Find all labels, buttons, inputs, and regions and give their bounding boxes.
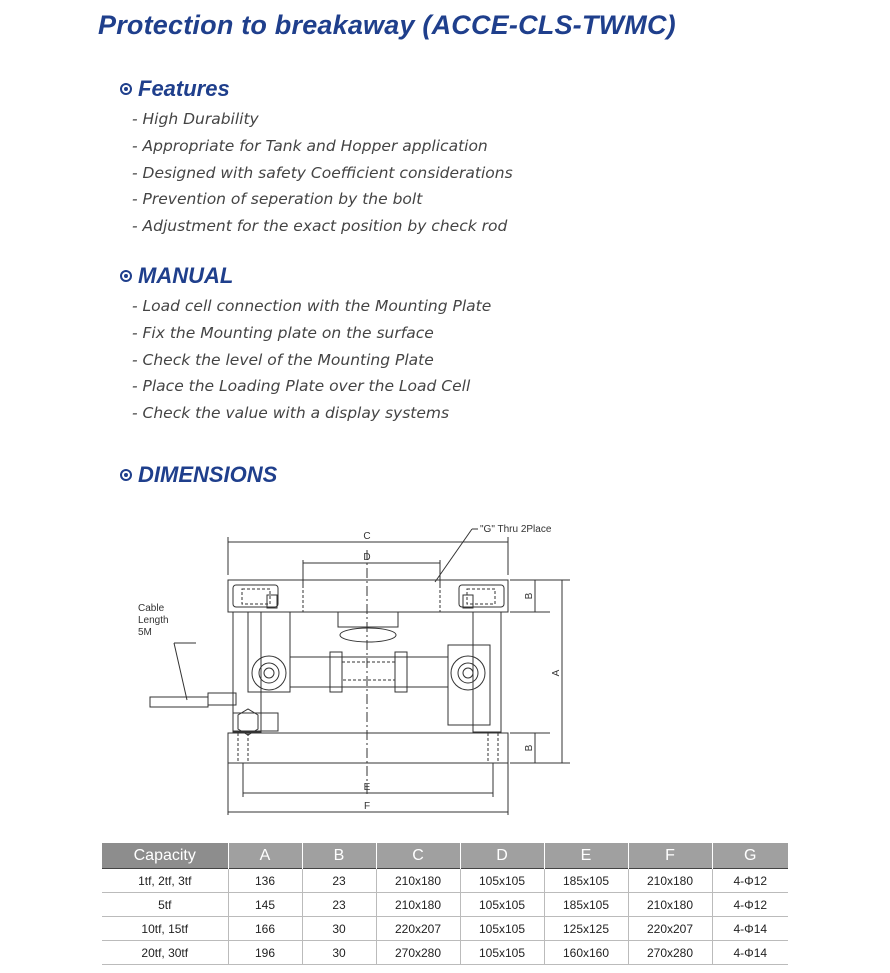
dim-label-d: D xyxy=(363,552,371,563)
features-heading: Features xyxy=(138,76,230,101)
table-cell: 185x105 xyxy=(544,869,628,893)
table-cell: 160x160 xyxy=(544,941,628,965)
table-cell: 210x180 xyxy=(376,869,460,893)
cable-label-line-2: Length xyxy=(138,615,169,626)
table-cell: 4-Φ12 xyxy=(712,893,788,917)
column-header: A xyxy=(228,843,302,869)
column-header: Capacity xyxy=(102,843,228,869)
column-header: D xyxy=(460,843,544,869)
table-cell: 136 xyxy=(228,869,302,893)
circle-bullet-icon xyxy=(120,83,132,95)
table-cell: 105x105 xyxy=(460,893,544,917)
table-cell: 20tf, 30tf xyxy=(102,941,228,965)
cable-label-line-3: 5M xyxy=(138,627,152,638)
table-row xyxy=(102,869,788,893)
table-cell: 10tf, 15tf xyxy=(102,917,228,941)
table-cell: 210x180 xyxy=(628,869,712,893)
column-header: F xyxy=(628,843,712,869)
manual-list xyxy=(132,293,491,427)
dimensions-section xyxy=(120,462,277,488)
list-item: - Check the value with a display systems xyxy=(132,404,450,423)
specification-table xyxy=(102,843,788,965)
list-item: - Load cell connection with the Mounting Plate xyxy=(132,297,492,315)
circle-bullet-icon xyxy=(120,469,132,481)
circle-bullet-icon xyxy=(120,270,132,282)
table-cell: 125x125 xyxy=(544,917,628,941)
column-header: C xyxy=(376,843,460,869)
table-cell: 23 xyxy=(302,893,376,917)
table-cell: 105x105 xyxy=(460,941,544,965)
table-header-row xyxy=(102,843,788,869)
table-row xyxy=(102,893,788,917)
table-cell: 210x180 xyxy=(628,893,712,917)
table-cell: 105x105 xyxy=(460,917,544,941)
table-cell: 185x105 xyxy=(544,893,628,917)
table-cell: 5tf xyxy=(102,893,228,917)
table-cell: 166 xyxy=(228,917,302,941)
table-cell: 270x280 xyxy=(376,941,460,965)
column-header: B xyxy=(302,843,376,869)
dimensions-heading: DIMENSIONS xyxy=(138,462,278,487)
cable-label-line-1: Cable xyxy=(138,603,165,614)
page-title: Protection to breakaway (ACCE-CLS-TWMC) xyxy=(98,10,676,40)
table-cell: 4-Φ12 xyxy=(712,869,788,893)
list-item: - Place the Loading Plate over the Load Cell xyxy=(132,377,471,396)
table-cell: 270x280 xyxy=(628,941,712,965)
dim-label-b-bottom: B xyxy=(524,744,535,752)
list-item: - Fix the Mounting plate on the surface xyxy=(132,323,434,342)
table-cell: 220x207 xyxy=(376,917,460,941)
list-item: - Appropriate for Tank and Hopper application xyxy=(132,136,488,155)
table-cell: 30 xyxy=(302,941,376,965)
features-list xyxy=(132,106,513,240)
list-item: - High Durability xyxy=(132,110,259,128)
list-item: - Check the level of the Mounting Plate xyxy=(132,350,434,369)
list-item: - Adjustment for the exact position by check rod xyxy=(132,217,508,236)
table-cell: 23 xyxy=(302,869,376,893)
table-cell: 1tf, 2tf, 3tf xyxy=(102,869,228,893)
dim-label-b-top: B xyxy=(524,592,535,600)
table-cell: 105x105 xyxy=(460,869,544,893)
dim-label-f: F xyxy=(363,801,371,812)
table-cell: 4-Φ14 xyxy=(712,941,788,965)
table-cell: 220x207 xyxy=(628,917,712,941)
table-cell: 196 xyxy=(228,941,302,965)
list-item: - Prevention of seperation by the bolt xyxy=(132,190,423,209)
table-cell: 4-Φ14 xyxy=(712,917,788,941)
table-row xyxy=(102,917,788,941)
dimension-drawing xyxy=(130,515,590,825)
manual-section xyxy=(120,263,491,427)
table-cell: 145 xyxy=(228,893,302,917)
dim-label-c: C xyxy=(363,531,371,542)
table-cell: 210x180 xyxy=(376,893,460,917)
dim-label-e: E xyxy=(363,782,371,793)
table-cell: 30 xyxy=(302,917,376,941)
dim-label-a: A xyxy=(551,669,562,677)
features-section xyxy=(120,76,513,240)
dim-label-g: "G" Thru 2Place xyxy=(480,524,552,535)
manual-heading: MANUAL xyxy=(138,263,234,288)
column-header: G xyxy=(712,843,788,869)
list-item: - Designed with safety Coefficient considerations xyxy=(132,163,513,182)
column-header: E xyxy=(544,843,628,869)
table-row xyxy=(102,941,788,965)
